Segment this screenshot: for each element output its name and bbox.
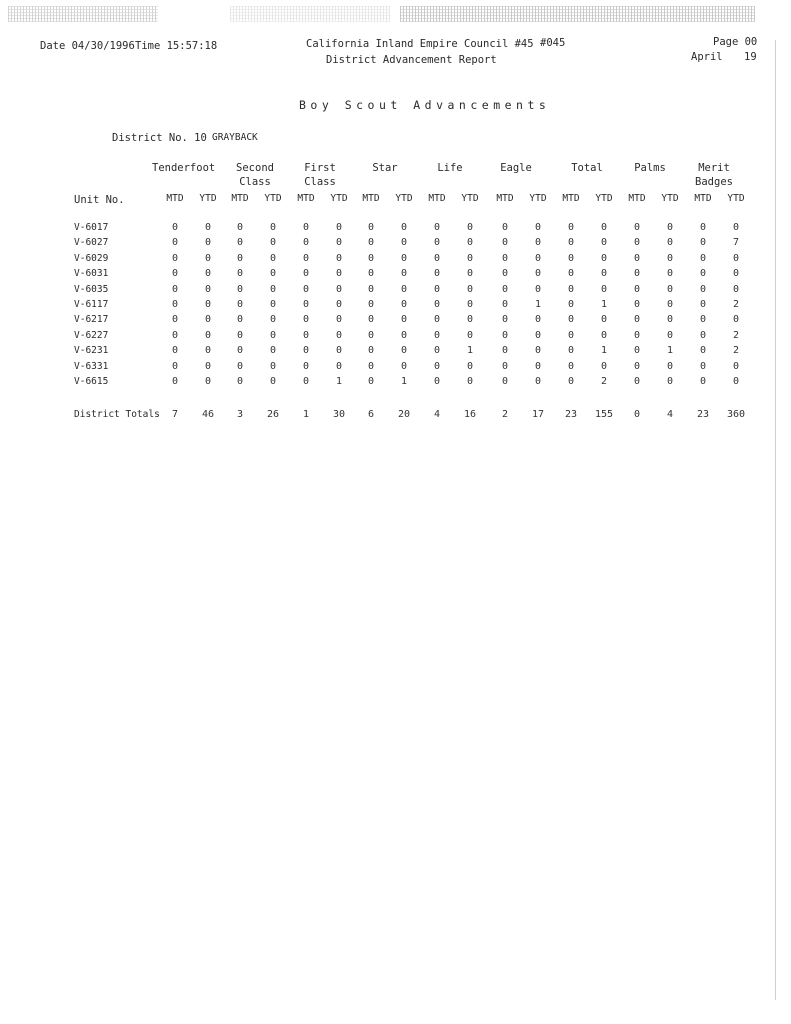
column-group-label-line2: Badges [695,176,733,188]
table-cell: 0 [633,314,641,326]
table-cell: 0 [699,283,707,295]
table-cell: 0 [732,252,740,264]
table-cell: 0 [501,376,509,387]
table-cell: 0 [433,252,441,264]
total-cell: 6 [367,409,375,420]
mtd-header: MTD [297,193,315,204]
ytd-header: YTD [661,193,679,204]
table-cell: 0 [236,237,244,249]
table-cell: 0 [466,283,474,295]
unit-number: V-6615 [74,376,109,387]
table-cell: 0 [534,360,542,372]
table-cell: 0 [335,252,343,264]
ytd-header: YTD [529,193,547,204]
table-cell: 0 [600,252,608,264]
table-cell: 0 [732,360,740,372]
ytd-header: YTD [330,193,348,204]
table-cell: 0 [367,283,375,295]
table-cell: 0 [633,283,641,295]
table-cell: 0 [171,376,179,387]
table-cell: 1 [466,345,474,357]
table-cell: 0 [433,314,441,326]
table-cell: 0 [367,252,375,264]
table-cell: 0 [400,345,408,357]
total-cell: 3 [236,409,244,420]
table-cell: 0 [236,252,244,264]
unit-number: V-6331 [74,360,109,372]
page-number: Page 00 [713,36,758,48]
report-month: April [691,51,723,63]
table-cell: 0 [367,222,375,233]
ytd-header: YTD [595,193,613,204]
table-cell: 0 [433,299,441,310]
table-cell: 0 [567,252,575,264]
table-cell: 0 [204,252,212,264]
table-cell: 0 [567,314,575,326]
report-time: Time 15:57:18 [135,40,218,52]
table-cell: 0 [466,222,474,233]
table-cell: 0 [335,360,343,372]
council-code: #045 [540,37,566,49]
table-cell: 0 [534,283,542,295]
table-cell: 0 [600,237,608,249]
table-cell: 0 [600,329,608,341]
column-group-header [684,161,744,189]
total-cell: 17 [531,409,545,420]
unit-number: V-6031 [74,268,109,280]
table-cell: 0 [534,345,542,357]
table-cell: 0 [501,252,509,264]
table-cell: 0 [236,360,244,372]
table-cell: 0 [534,268,542,280]
table-cell: 1 [666,345,674,357]
total-cell: 7 [171,409,179,420]
table-cell: 0 [567,345,575,357]
table-cell: 0 [567,376,575,387]
table-cell: 0 [204,237,212,249]
table-cell: 0 [367,345,375,357]
table-cell: 0 [600,360,608,372]
table-cell: 0 [466,252,474,264]
table-cell: 0 [400,283,408,295]
table-cell: 2 [600,376,608,387]
table-cell: 0 [466,268,474,280]
table-cell: 0 [433,222,441,233]
table-cell: 0 [335,222,343,233]
table-cell: 0 [501,222,509,233]
table-cell: 0 [466,237,474,249]
table-cell: 0 [236,268,244,280]
table-cell: 0 [699,329,707,341]
table-cell: 0 [600,222,608,233]
column-group-label: Life [437,162,463,174]
table-cell: 0 [171,329,179,341]
table-cell: 0 [666,376,674,387]
table-cell: 0 [400,222,408,233]
mtd-header: MTD [562,193,580,204]
ytd-header: YTD [199,193,217,204]
table-cell: 0 [534,314,542,326]
table-cell: 0 [699,237,707,249]
table-cell: 0 [466,314,474,326]
table-cell: 0 [666,222,674,233]
table-cell: 0 [204,268,212,280]
table-cell: 0 [732,222,740,233]
page-edge [775,40,776,1000]
scan-noise [400,6,755,22]
table-cell: 0 [666,360,674,372]
scan-noise [230,6,390,22]
table-cell: 0 [433,345,441,357]
total-cell: 0 [633,409,641,420]
table-cell: 0 [501,237,509,249]
total-cell: 30 [332,409,346,420]
table-cell: 0 [567,268,575,280]
column-group-label: Eagle [500,162,532,174]
table-cell: 0 [633,268,641,280]
table-cell: 0 [501,283,509,295]
table-cell: 0 [633,360,641,372]
column-group-header [486,161,546,175]
column-group-label-line2: Class [239,176,271,188]
table-cell: 0 [433,283,441,295]
table-cell: 0 [236,329,244,341]
table-cell: 0 [302,252,310,264]
table-cell: 0 [400,329,408,341]
total-cell: 23 [696,409,710,420]
table-cell: 0 [400,237,408,249]
table-cell: 0 [534,376,542,387]
table-cell: 0 [302,237,310,249]
table-cell: 0 [666,252,674,264]
table-cell: 0 [302,314,310,326]
table-cell: 0 [204,222,212,233]
table-cell: 0 [269,345,277,357]
table-cell: 0 [302,268,310,280]
table-cell: 0 [302,299,310,310]
column-group-label: Palms [634,162,666,174]
total-cell: 23 [564,409,578,420]
table-cell: 0 [699,360,707,372]
table-cell: 0 [666,268,674,280]
total-cell: 46 [201,409,215,420]
column-group-label: Star [372,162,398,174]
table-cell: 0 [699,268,707,280]
table-cell: 0 [466,299,474,310]
table-cell: 0 [567,237,575,249]
table-cell: 0 [367,376,375,387]
unit-number: V-6035 [74,283,109,295]
table-cell: 0 [433,268,441,280]
table-cell: 0 [666,299,674,310]
table-cell: 0 [400,252,408,264]
table-cell: 0 [501,345,509,357]
table-cell: 0 [732,283,740,295]
table-cell: 0 [699,252,707,264]
district-label: District No. 10 [112,132,207,144]
table-cell: 0 [302,222,310,233]
total-cell: 360 [726,409,746,420]
table-cell: 0 [501,268,509,280]
table-cell: 0 [567,283,575,295]
district-totals-label: District Totals [74,409,160,420]
table-cell: 0 [171,237,179,249]
table-cell: 0 [400,314,408,326]
table-cell: 0 [335,283,343,295]
table-cell: 0 [367,314,375,326]
table-cell: 0 [269,283,277,295]
table-cell: 0 [534,237,542,249]
table-cell: 0 [666,314,674,326]
table-cell: 0 [236,299,244,310]
mtd-header: MTD [428,193,446,204]
table-cell: 0 [501,360,509,372]
table-cell: 0 [732,314,740,326]
table-cell: 0 [666,237,674,249]
report-year: 19 [744,51,757,63]
unit-number: V-6217 [74,314,109,326]
table-cell: 0 [302,376,310,387]
table-cell: 0 [204,283,212,295]
table-cell: 0 [699,222,707,233]
table-cell: 0 [666,283,674,295]
column-group-header [290,161,350,189]
table-cell: 0 [600,314,608,326]
table-cell: 0 [302,329,310,341]
table-cell: 0 [433,360,441,372]
table-cell: 2 [732,329,740,341]
table-cell: 0 [269,329,277,341]
unit-number: V-6117 [74,299,109,310]
table-cell: 0 [433,329,441,341]
column-group-label: Second [236,162,274,174]
table-cell: 0 [567,299,575,310]
table-cell: 0 [501,299,509,310]
table-cell: 0 [269,268,277,280]
table-cell: 0 [633,237,641,249]
mtd-header: MTD [694,193,712,204]
table-cell: 0 [367,329,375,341]
table-cell: 0 [466,376,474,387]
total-cell: 4 [666,409,674,420]
table-cell: 0 [269,360,277,372]
table-cell: 1 [600,299,608,310]
column-group-header [557,161,617,175]
table-cell: 0 [466,360,474,372]
table-cell: 0 [633,345,641,357]
table-cell: 0 [633,329,641,341]
column-group-label-line2: Class [304,176,336,188]
table-cell: 0 [699,376,707,387]
table-cell: 0 [732,268,740,280]
table-cell: 0 [171,299,179,310]
mtd-header: MTD [628,193,646,204]
total-cell: 4 [433,409,441,420]
scan-noise [8,6,158,22]
table-cell: 0 [269,252,277,264]
mtd-header: MTD [166,193,184,204]
table-cell: 0 [204,360,212,372]
column-group-header [620,161,680,175]
total-cell: 2 [501,409,509,420]
table-cell: 0 [367,299,375,310]
table-cell: 0 [600,283,608,295]
table-cell: 0 [501,329,509,341]
page-title: Boy Scout Advancements [299,98,551,112]
table-cell: 0 [236,314,244,326]
table-cell: 2 [732,345,740,357]
table-cell: 0 [236,345,244,357]
table-cell: 0 [269,299,277,310]
table-cell: 0 [699,314,707,326]
table-cell: 0 [335,314,343,326]
table-cell: 1 [335,376,343,387]
total-cell: 16 [463,409,477,420]
table-cell: 0 [433,237,441,249]
table-cell: 0 [335,299,343,310]
report-date: Date 04/30/1996 [40,40,135,52]
mtd-header: MTD [231,193,249,204]
table-cell: 0 [633,376,641,387]
report-name: District Advancement Report [326,54,497,66]
ytd-header: YTD [264,193,282,204]
table-cell: 7 [732,237,740,249]
column-group-header [420,161,480,175]
table-cell: 0 [236,376,244,387]
column-group-label: Total [571,162,603,174]
column-group-header [152,161,216,175]
table-cell: 0 [171,222,179,233]
total-cell: 20 [397,409,411,420]
table-cell: 0 [335,345,343,357]
table-cell: 0 [732,376,740,387]
unit-number: V-6231 [74,345,109,357]
table-cell: 0 [699,345,707,357]
table-cell: 0 [534,329,542,341]
unit-number: V-6027 [74,237,109,249]
table-cell: 0 [633,299,641,310]
table-cell: 0 [367,237,375,249]
table-cell: 0 [302,283,310,295]
table-cell: 0 [204,329,212,341]
table-cell: 0 [335,268,343,280]
table-cell: 0 [269,376,277,387]
table-cell: 0 [400,360,408,372]
table-cell: 0 [466,329,474,341]
table-cell: 0 [633,222,641,233]
table-cell: 0 [171,360,179,372]
total-cell: 155 [594,409,614,420]
unit-column-header: Unit No. [74,194,125,206]
table-cell: 0 [269,237,277,249]
ytd-header: YTD [727,193,745,204]
mtd-header: MTD [362,193,380,204]
table-cell: 0 [171,345,179,357]
table-cell: 0 [171,252,179,264]
table-cell: 0 [567,360,575,372]
total-cell: 26 [266,409,280,420]
table-cell: 0 [335,237,343,249]
table-cell: 0 [171,314,179,326]
table-cell: 1 [400,376,408,387]
table-cell: 0 [204,345,212,357]
table-cell: 1 [534,299,542,310]
column-group-label: Merit [698,162,730,174]
table-cell: 0 [335,329,343,341]
table-cell: 0 [367,268,375,280]
column-group-header [225,161,285,189]
table-cell: 0 [236,283,244,295]
table-cell: 0 [302,360,310,372]
table-cell: 0 [171,283,179,295]
table-cell: 2 [732,299,740,310]
ytd-header: YTD [461,193,479,204]
total-cell: 1 [302,409,310,420]
table-cell: 0 [567,329,575,341]
column-group-label: First [304,162,336,174]
table-cell: 0 [269,314,277,326]
table-cell: 0 [204,376,212,387]
table-cell: 0 [633,252,641,264]
table-cell: 0 [367,360,375,372]
council-name: California Inland Empire Council #45 [306,38,534,50]
table-cell: 1 [600,345,608,357]
table-cell: 0 [433,376,441,387]
table-cell: 0 [534,222,542,233]
table-cell: 0 [236,222,244,233]
column-group-label: Tenderfoot [152,162,216,174]
column-group-header [355,161,415,175]
unit-number: V-6029 [74,252,109,264]
district-name: GRAYBACK [212,132,258,143]
table-cell: 0 [400,299,408,310]
table-cell: 0 [171,268,179,280]
table-cell: 0 [269,222,277,233]
mtd-header: MTD [496,193,514,204]
unit-number: V-6227 [74,329,109,341]
table-cell: 0 [600,268,608,280]
unit-number: V-6017 [74,222,109,233]
table-cell: 0 [567,222,575,233]
table-cell: 0 [302,345,310,357]
table-cell: 0 [699,299,707,310]
table-cell: 0 [534,252,542,264]
table-cell: 0 [501,314,509,326]
table-cell: 0 [204,314,212,326]
ytd-header: YTD [395,193,413,204]
table-cell: 0 [666,329,674,341]
table-cell: 0 [204,299,212,310]
table-cell: 0 [400,268,408,280]
